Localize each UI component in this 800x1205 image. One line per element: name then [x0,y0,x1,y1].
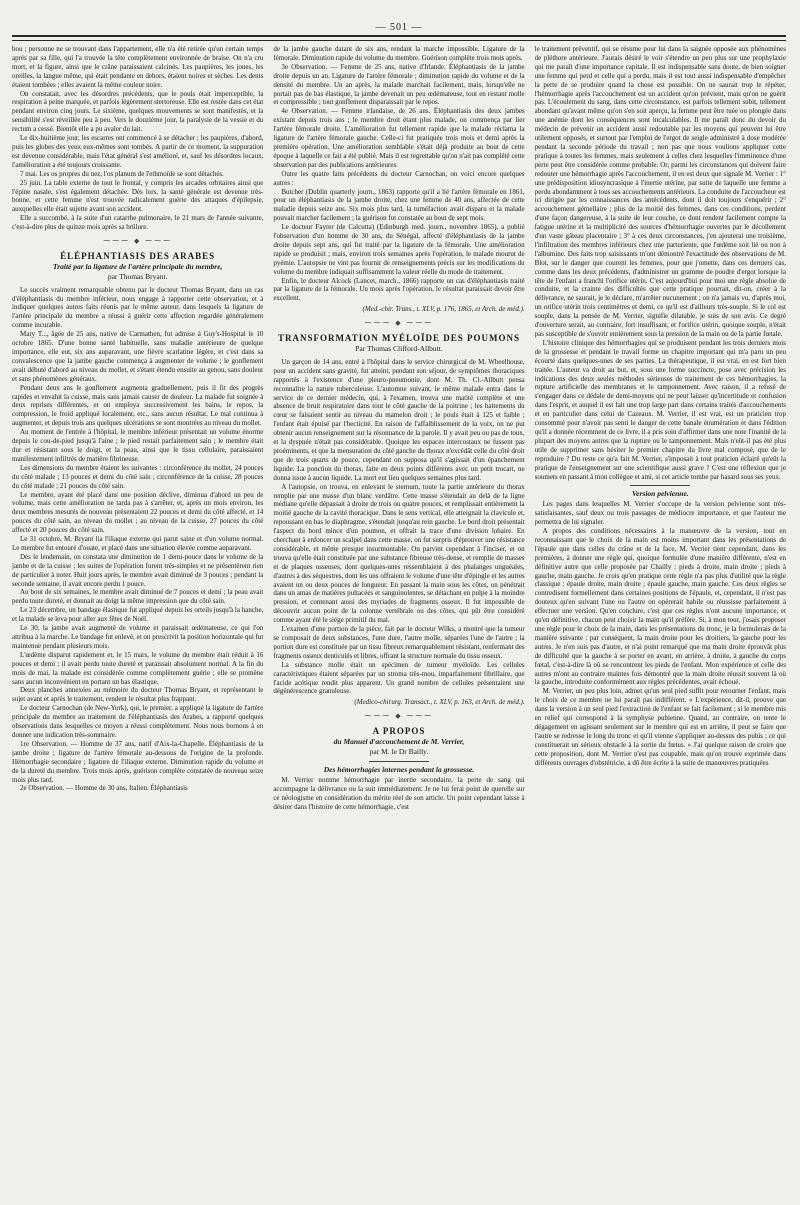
col2-paras-a [273,45,524,303]
paragraph: 2e Observation. — Homme de 30 ans, Italien. Éléphantiasis [20,784,188,793]
paragraph: Le 31 octobre, M. Bryant lia l'iliaque externe qui parut saine et d'un volume normal. Le membre fut entouré d'ouate, et placé dans une situation élevée comme auparavant. [12,535,264,552]
paragraph: M. Verrier, un peu plus loin, admet qu'un seul pied suffit pour retourner l'enfant, mais le choix de ce membre ne lui paraît pas indifférent. « L'expérience, dit-il, prouve que dans la version à un seul pied l'extraction de l'enfant se fait facilement ; si le membre mis en relief qui correspond à la symphyse pubienne. Quand, au contraire, on tente le dégagement en agissant seulement sur le membre qui est en arrière, il peut se faire que l'autre se redresse le long du tronc et qu'il vienne s'appliquer au-dessus des pubis ; ce qui constituerait un sérieux obstacle à la sortie du fœtus. » J'ai quelque raison de croire que cette proposition, dont M. Verrier n'est pas coupable, mais qu'on trouve exprimée dans différents ouvrages d'obstétricie, a dû être écrite à la suite de manœuvres pratiquées [534,687,786,767]
page-number: — 501 — [375,22,423,33]
article-subheading: Traité par la ligature de l'artère principale du membre, [52,261,223,271]
article-heading: A PROPOS [372,726,426,737]
paragraph: La substance molle était un spécimen de tumeur myéloïde. Les cellules caractéristiques étaient séparées par un stroma très-mou, imparfaitement fibrillaire, que l'acide acétique rendit plus apparent. Un grand nombre de cellules présentaient une dégénérescence granuleuse. [273,660,525,696]
ornament-divider: ⁓⁓⁓ ◆ ⁓⁓⁓ [364,712,434,721]
paragraph: de la jambe gauche datant de six ans, rendant la marche impossible. Ligature de la fémorale. Diminution rapide du volume du membre. Guérison complète trois mois après. [273,45,525,62]
paragraph: Le dix-huitième jour, les escarres ont commencé à se détacher ; les paupières, d'abord, puis les globes des yeux eux-mêmes sont tombés. A partir de ce moment, la suppuration est devenue considérable, mais l'état général s'est amélioré, et, sauf les désordres locaux, l'amélioration a été toujours croissante. [12,134,264,169]
article-byline: Par Thomas Clifford-Allbutt. [355,344,443,353]
paragraph: Le docteur Carnochan (de New-York), qui, le premier, a appliqué la ligature de l'artère principale du membre au traitement de l'éléphantiasis des Arabes, a rapporté quelques observations dans lesquelles ce moyen a réussi complètement. Nous nous bornons à en donner une indication très-sommaire. [12,704,264,739]
paragraph: Les dimensions du membre étaient les suivantes : circonférence du mollet, 24 pouces du côté malade ; 13 pouces et demi du côté sain ; circonférence de la cuisse, 28 pouces du côté malade ; 21 pouces du côté sain. [12,463,264,490]
citation: (Med.-chir. Trans., t. XLV, p. 176, 1865, et Arch. de méd.). [362,305,525,314]
col1-paras-b [12,286,263,794]
paragraph: L'histoire clinique des hémorrhagies qui se produisent pendant les trois derniers mois de la grossesse et pendant le travail forme un chapitre important qui m'a paru un peu écourté dans quelques-unes de ses parties. La thérapeutique, il est vrai, en est fort bien traitée. L'auteur va droit au but, et, sous une forme succincte, pose avec précision les indications des deux seules méthodes sérieuses de traitement de ces hémorrhagies, la rupture artificielle des membranes et le tamponnement. Avec raison, il a refusé de s'engager dans ce dédale de demi-moyens qui ne peut laisser qu'incertitude et confusion dans l'esprit, et auquel il est fait une trop large part dans certains traités d'accouchements et en particulier dans celui de Cazeaux. M. Verrier, il est vrai, est un praticien trop consommé pour n'avoir pas senti le danger de cette banale énumération et dans l'édition qu'il a donnée récemment de ce livre, il a pris soin d'affirmer dans une note l'inanité de la plupart des moyens autres que la rupture ou le tamponnement. Mais n'eût-il pas été plus utile de supprimer sans hésiter le premier chapitre du livre mal composé, que de le reproduire ? Du reste ce qu'a fait M. Verrier, s'imposait à tout praticien éclairé qu'eût la pratique de l'enseignement sur une scientifique aussi grave ? C'est une réflexion que je soumets en passant à mon collègue et ami, si cet article tombe par hasard sous ses yeux. [534,338,786,481]
col3-paras-a [535,45,786,481]
col1-paras-a [12,45,263,232]
paragraph: Deux planches annexées au mémoire du docteur Thomas Bryant, et représentant le sujet avant et après le traitement, rendent le résultat plus frappant. [12,686,264,704]
paragraph: Pendant deux ans le gonflement augmenta graduellement, puis il fit des progrès rapides et envahit la cuisse, mais sans jamais causer de douleur. La malade fut soignée à deux reprises différentes, et on employa successivement les bains, le repos, la compression, le froid appliqué localement, etc., sans aucun résultat. Le mal continua à augmenter, et depuis trois ans quelques ulcérations se sont montrées au niveau du mollet. [12,383,264,428]
text-columns [12,45,786,1205]
paragraph: Les pages dans lesquelles M. Verrier s'occupe de la version pelvienne sont très-satisfaisantes, sauf deux ou trois passages de médiocre importance, et que l'auteur me permettra de lui signaler. [534,500,786,527]
paragraph: Butcher (Dublin quarterly journ., 1863) rapporte qu'il a lié l'artère fémorale en 1861, pour un éléphantiasis de la jambe droite, chez une femme de 40 ans, affectée de cette maladie depuis seize ans. Six mois plus tard, la tuméfaction avait disparu et la malade pouvait marcher facilement ; la guérison fut constatée au bout de sept mois. [273,187,525,223]
divider [630,485,690,486]
col2-paras-c [273,776,524,812]
paragraph: Le membre, ayant été placé dans une position déclive, diminua d'abord un peu de volume, mais cette amélioration ne tarda pas à s'arrêter, et, après un mois environ, les deux membres mesurés de nouveau présentaient 22 pouces et demi du côté affecté, et 14 pouces du côté sain, au niveau du mollet ; au niveau de la cuisse, 27 pouces du côté affecté et 20 pouces du côté sain. [12,490,264,535]
paragraph: 3e Observation. — Femme de 25 ans, native d'Irlande. Éléphantiasis de la jambe droite depuis un an. Ligature de l'artère fémorale ; diminution rapide du volume et de la densité du membre. Un an après, la malade marchait facilement, mais, lorsqu'elle ne portait pas de bas élastique, la jambe devenait un peu œdémateuse, tout en restant molle et compressible ; tout gonflement disparaissait par le repos. [273,62,525,107]
ornament-divider: ⁓⁓⁓ ◆ ⁓⁓⁓ [103,237,173,246]
paragraph: Au bout de six semaines, le membre avait diminué de 7 pouces et demi ; la peau avait perdu toute dureté, et donnait au doigt la même impression que du côté sain. [12,588,264,606]
article-heading: ÉLÉPHANTIASIS DES ARABES [60,250,216,261]
citation: (Medico-chirurg. Transact., t. XLV, p. 163, et Arch. de méd.). [354,698,525,707]
paragraph: Le docteur Fayrer (de Calcutta) (Edinburgh med. journ., novembre 1865), a publié l'observation d'un homme de 30 ans, du Sénégal, affecté d'éléphantiasis de la jambe droite depuis sept ans, qui fut traité par la ligature de la fémorale. Une amélioration rapide se produisit ; mais, environ trois semaines après l'opération, le malade mourut de pyémie. L'autopsie ne vint pas fournir de renseignements précis sur les modifications du volume du membre indiquait suffisamment la valeur réelle du mode de traitement. [273,223,525,276]
top-rule [12,35,786,41]
paragraph: Outre les quatre faits précédents du docteur Carnochan, on voici encore quelques autres : [273,169,525,187]
article-byline: par M. le Dr Bailly. [369,746,429,756]
paragraph: A propos des conditions nécessaires à la manœuvre de la version, tout en reconnaissant que le choix de la main est moins important dans les présentations de l'épaule que dans celles du crâne et de la face, M. Verrier tient cependant, dans les premières, à donner une règle qui, quoique formulée d'une manière différente, n'est en définitive autre que celle proposée par Chailly : pieds à droite, main droite ; pieds à gauche, main gauche. Je crois qu'en pratique cette règle n'a pas plus d'utilité que la règle classique : épaule droite, main droite ; épaule gauche, main gauche. Ces deux règles se contredisent formellement dans certaines positions de l'épaule, et, cependant, il n'est pas douteux qu'en suivant l'une ou l'autre on opérerait habile ou réussisse parfaitement à effectuer une version. Qu'en conclure, c'est que ces règles n'ont aucune importance, et qu'en définitive, chacun peut choisir la main qu'il préfère. Si, à mon tour, j'osais proposer une règle pour le choix de la main, dans les présentations du tronc, je la formulerais de la manière suivante : par conséquent, la main droite pour les droitiers, la gauche pour les autres. Je n'en suis pas d'autre, et n'ai point remarqué que ma main droite éprouvât plus de difficulté que la gauche à se porter en avant, en arrière, à droite, à gauche du corps fœtal, c'est-à-dire là où se rencontrent les pieds de l'enfant. Mon expérience et celle des autres m'ont au contraire maintes fois démontré que la main droite réussit souvent là où la gauche, introduite conformément aux règles précédentes, avait échoué. [534,527,786,687]
col2-paras-b [273,358,524,696]
paragraph: Un garçon de 14 ans, entré à l'hôpital dans le service chirurgical de M. Wheelhouse, pour un accident sans gravité, fut atteint, pendant son séjour, de symptômes thoraciques rapportés à l'existence d'une pleuro-pneumonie, dont M. Th. Cl.-Allbutt pensa reconnaître la nature tuberculeuse. L'automne suivant, le même malade entra dans le service de ce dernier médecin, qui, à l'examen, trouva une matité complète et une absence de bruit respiratoire dans tout le côté gauche de la poitrine ; les battements du cœur se faisaient sentir au niveau du mamelon droit ; le pouls était à 125 et faible ; l'enfant était épuisé par l'hecticité. En raison de l'affaiblissement de la voix, on ne put obtenir aucun renseignement sur la résonnance de la parole. Il y avait peu ou pas de toux, et la dyspnée n'était pas considérable. Quoique les espaces intercostaux ne fussent pas proéminents, et que la mensuration du côté gauche du thorax n'excédât celle du côté droit que de trois quarts de pouce, cependant on supposa qu'il s'agissait d'un épanchement liquide. La ponction du thorax, faite en deux points différents avec un petit trocart, ne donna issue à aucun liquide. La mort eut lieu quelques semaines plus tard. [273,357,525,482]
column-1 [12,45,263,1205]
divider [369,761,429,762]
paragraph: Enfin, le docteur Alcock (Lancet, march., 1866) rapporte un cas d'éléphantiasis traité par la ligature de la fémorale. Un mois après l'opération, le résultat paraissait devoir être excellent. [273,276,525,303]
paragraph: Le 23 décembre, un bandage élastique fut appliqué depuis les orteils jusqu'à la hanche, et la malade se leva pour aller aux fêtes de Noël. [12,606,264,624]
paragraph: 1re Observation. — Homme de 37 ans, natif d'Aix-la-Chapelle. Éléphantiasis de la jambe droite ; ligature de l'artère fémorale au-dessous de l'origine de la profonde. Hémorrhagie secondaire ; ligature de l'iliaque externe. Diminution rapide du volume et de la dureté du membre. Trois mois après, guérison complète constatée de nouveau seize mois plus tard. [12,739,264,784]
paragraph: L'œdème disparut rapidement et, le 15 mars, le volume du membre était réduit à 16 pouces et demi ; il avait perdu toute dureté et paraissait absolument normal. A la fin du mois de mai, la malade est considérée comme complètement guérie ; elle se promène sans aucun inconvénient en portant un bas élastique. [12,650,264,686]
paragraph: 7 mai. Les os propres du nez, l'os planum de l'ethmoïde se sont détachés. [20,169,224,178]
article-heading: TRANSFORMATION MYÉLOÏDE DES POUMONS [277,333,521,344]
paragraph: M. Verrier nomme hémorrhagie par inertie secondaire, la perte de sang qui accompagne la délivrance ou la suit immédiatement. Je ne lui ferai point de querelle sur ce néologisme en considération du mérite réel de son article. Un point cependant laisse à désirer dans l'histoire de cette hémorrhagie, c'est [273,775,525,811]
paragraph: Le 30, la jambe avait augmenté de volume et paraissait œdémateuse, ce qui l'on attribua à la marche. Le bandage fut enlevé, et on prescrivit la position horizontale qui fut maintenue pendant plusieurs mois. [12,624,264,650]
ornament-divider: ⁓⁓⁓ ◆ ⁓⁓⁓ [364,319,434,328]
paragraph: Le succès vraiment remarquable obtenu par le docteur Thomas Bryant, dans un cas d'éléphantiasis du membre inférieur, nous engage à rapporter cette observation, et à indiquer quelques autres faits réunis par le même auteur, dans lesquels la ligature de l'artère principale du membre a réussi à guérir cette affection regardée généralement comme incurable. [12,285,264,330]
paragraph: Elle a succombé, à la suite d'un catarrhe pulmonaire, le 21 mars de l'année suivante, c'est-à-dire plus de quinze mois après sa brûlure. [12,214,264,232]
paragraph: Au moment de l'entrée à l'hôpital, le membre inférieur présentait un volume énorme depuis le cou-de-pied jusqu'à l'aine ; le pied restait parfaitement sain ; le membre était dur et résistant sous le doigt, et la peau, ainsi que le tissu cellulaire, paraissaient manifestement infiltrés de matière fibrineuse. [12,428,264,463]
article-byline: par Thomas Bryant. [107,271,168,281]
paragraph: Mary T..., âgée de 25 ans, native de Carmathen, fut admise à Guy's-Hospital le 10 octobre 1865. D'une bonne santé habituelle, sans maladie antérieure de quelque importance, elle eut, six ans auparavant, une fièvre scarlatine légère, et c'est dans sa convalescence que la jambe gauche commença à augmenter de volume ; le gonflement avait débuté d'abord au niveau du mollet, et s'étant étendu ensuite au genou, sans douleur et sans phénomènes généraux. [12,330,264,383]
article-subheading: du Manuel d'accouchement de M. Verrier, [333,737,465,747]
paragraph: le traitement préventif, qui se résume pour lui dans la saignée opposée aux phénomènes de pléthore antérieure. J'aurais désiré le voir s'étendre un peu plus sur une prophylaxie qui me paraît d'une importance capitale. Il est indispensable sans doute, de bien soigner une femme qui perd et celle qui a perdu, mais il est tout aussi indispensable d'empêcher la perte de se produire quand la chose est possible. On ne saurait trop le répéter, l'hémorrhagie après l'accouchement est un accident qu'on prévient, mais qu'on ne guérit pas. L'écoulement du sang, dans cette circonstance, est parfois tellement subit, tellement abondant qu'avant même qu'on s'en soit aperçu, la femme peut être tuée ou plongée dans une anémie dont les conséquences sont incalculables. Il me paraît donc du devoir du médecin de prévenir un accident aussi redoutable par les moyens qui peuvent lui être utilement opposés, et surtout par l'emploi de l'ergot de seigle administré à dose modérée pendant la seconde période du travail ; non pas que nous voulions appliquer cette pratique à toutes les femmes, mais seulement à celles chez lesquelles l'imminence d'une perte peut être considérée comme probable. Or, parmi les circonstances qui doivent faire redouter une hémorrhagie après l'accouchement, il en est deux que signale M. Verrier : 1° une prédisposition idiosyncrasique à l'inertie utérine, par suite de laquelle une femme a perdu abondamment à tous ses accouchements antérieurs. La conduite de l'accoucheur est ici dirigée par les connaissances des antécédents, dont il doit toujours s'enquérir ; 2° accouchement gémellaire : plus de la moitié des femmes, dans ces conditions, perdent d'une façon dangereuse, à la suite de leur couche, ce dont rendent facilement compte la fatigue utérine et la multiplicité des sources d'hémorrhagie ouvertes par le décollement d'un vaste gâteau placentaire ; 3° à ces deux circonstances, j'en ajouterai une troisième, l'infiltration des membres inférieurs chez une parturiente, que l'œdème soit lié ou non à l'albumine. Des faits trop saisissants m'ont démontré l'exactitude des observations de M. Blot, sur le danger que courent les femmes, pour que j'omette, dans ces derniers cas, comme dans les deux précédents, d'administrer un gramme de poudre d'ergot lorsque la tête de l'enfant a franchi l'orifice utérin. C'est aujourd'hui pour moi une règle absolue de conduite, et la crainte des difficultés que cette pratique pourrait, dit-on, créer à la délivrance, ne saurait, je le déclare, m'arrêter nucunement ; on n'a jamais vu, d'après moi, un orifice utérin trois centimètres et demi, ce qu'il est d'ailleurs très-souple. Si le col est souple, dans la pensée de M. Verrier, signifie dilatable, je suis de son avis. Ce degré d'ouverture serait, au contraire, fort insuffisant, et l'orifice utérin, quoique souple, n'était pas susceptible de s'ouvrir entièrement sous la pression de la main ou de la partie fœtale. [534,45,786,338]
column-3 [535,45,786,1205]
paragraph: bou ; personne ne se trouvant dans l'appartement, elle n'a été retirée qu'un certain temps après par sa fille, qui l'a trouvée la tête complètement environnée de braise. On n'a cru mort, et la figure, ainsi que le crâne paraissaient calcinés. Les paupières, les joues, les oreilles, la langue même, qui était pendante en dehors, étaient noires et sèches. Les dents étaient tombées ; elles avaient la même couleur noire. [12,45,264,89]
col3-paras-b [535,500,786,767]
paragraph: 25 juin. La table externe de tout le frontal, y compris les arcades orbitaires ainsi que l'épine nasale, s'est également détachée. Dès lors, la santé générale est devenue très-bonne, et cette femme n'est trouvée radicalement guérie des attaques d'épilepsie, auxquelles elle était sujette avant son accident. [12,178,264,214]
section-heading: Version pelvienne. [631,489,689,499]
paragraph: A l'autopsie, on trouva, en enlevant le sternum, toute la partie antérieure du thorax remplie par une masse d'un blanc verdâtre. Cette masse s'étendait au delà de la ligne médiane qu'elle dépassait à droite de trois ou quatre pouces, et remplissait entièrement la moitié gauche de la cavité thoracique. Dans le sens vertical, elle atteignait la clavicule et, repoussant en bas le diaphragme, s'étendait jusqu'au rein gauche. Le bord droit présentait l'aspect du bord mince d'un poumon, et offrait la trace d'une division lobaire. En cherchant à enfoncer un scalpel dans cette masse, on fut surpris d'éprouver une résistance considérable, et même presque insurmontable. On parvint cependant à l'inciser, et on trouva qu'elle était constituée par une substance fibreuse très-dense, et remplie de masses et de plaques osseuses, dont quelques-unes ressemblaient à des phalanges unguéales, d'autres à des séquestres, dont les uns offraient le volume d'une tête d'épingle et les autres avaient un ou deux pouces de longueur. En passant la main sous les côtes, on pénétrait dans un amas de matières pultacées et sanguinolentes, se détachant en pulpe à la moindre pression, et contenant aussi des myriades de fragments osseux. Il fut impossible de découvrir aucun point de la colonne vertébrale ou des côtes, qui pût être considéré comme ayant été le siége primitif du mal. [273,482,525,625]
paragraph: Dès le lendemain, on constata une diminution de 1 demi-pouce dans le volume de la jambe et de la cuisse ; les suites de l'opération furent très-simples et ne présentèrent rien de particulier à noter. Huit jours après, le membre avait diminué de 3 pouces ; pendant la seconde semaine, il avait encore perdu 1 pouce. [12,552,264,588]
column-2 [273,45,524,1205]
paragraph: L'examen d'une portion de la pièce, fait par le docteur Wilks, a montré que la tumeur se composait de deux substances, l'une dure, l'autre molle, séparées l'une de l'autre ; la portion dure est constituée par un tissu fibreux remarquablement résistant, renfermant des fragments osseux denticulés et libres, offrant la structure normale du tissu osseux. [273,625,525,660]
section-subheading: Des hémorrhagies internes pendant la grossesse. [323,764,475,774]
paragraph: 4e Observation. — Femme irlandaise, de 26 ans. Éléphantiasis des deux jambes existant depuis trois ans ; le membre droit étant plus malade, on commença par lier l'artère fémorale droite. L'amélioration fut tellement rapide que la malade réclama la ligature de l'artère fémorale gauche. Celle-ci fut pratiquée trois mois et demi après la première opération. Une amélioration semblable s'était déjà produite au bout de cette époque à laquelle ce fait a été publié. Mais il est regrettable qu'on n'ait pas complété cette observation par des publications antérieures. [273,107,525,169]
paragraph: On constatait, avec les désordres précédents, que le pouls était imperceptible, la respiration à peine marquée, et parfois légèrement stertoreuse. Elle est restée dans cet état pendant environ cinq jours. Le sixième, quelques mouvements se sont manifestés, et la sensibilité s'est réveillée peu à peu. Vers le douzième jour, la paralysie de la vessie et du rectum a cessé. Bientôt elle a pu avaler du lait. [12,89,264,134]
